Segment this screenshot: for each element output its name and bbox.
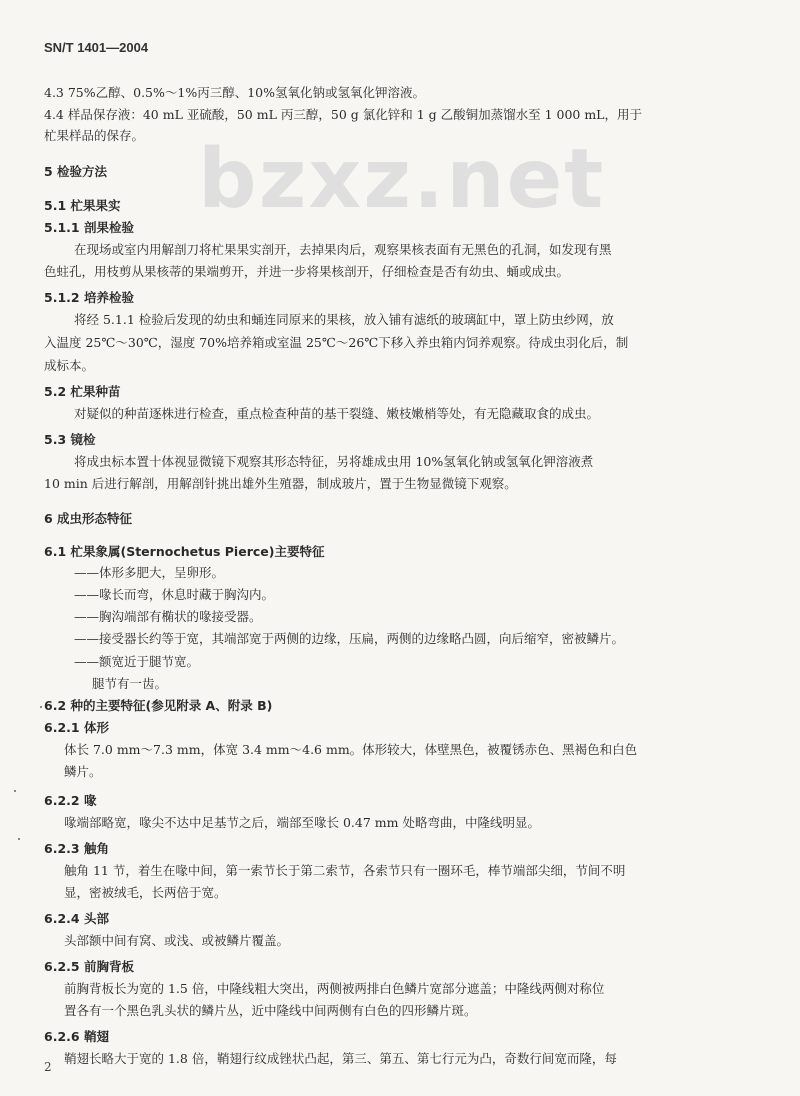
scan-speck bbox=[14, 790, 16, 792]
text-line: 10 min 后进行解剖，用解剖针挑出雄外生殖器，制成玻片，置于生物显微镜下观察。 bbox=[44, 476, 517, 491]
text-line: ——胸沟端部有椭状的喙接受器。 bbox=[74, 609, 262, 624]
text-line: 4.4 样品保存液：40 mL 亚硫酸，50 mL 丙三醇，50 g 氯化锌和 1 g 乙酸铜加蒸馏水至 1 000 mL，用于 bbox=[44, 107, 642, 122]
text-line: 将经 5.1.1 检验后发现的幼虫和蛹连同原来的果核，放入铺有滤纸的玻璃缸中，罩上防虫纱网，放 bbox=[74, 312, 614, 327]
text-line: ——体形多肥大，呈卵形。 bbox=[74, 565, 225, 580]
section-heading: 6.2.5 前胸背板 bbox=[44, 959, 134, 974]
section-heading: 5.2 杧果种苗 bbox=[44, 384, 121, 399]
text-line: 4.3 75%乙醇、0.5%～1%丙三醇、10%氢氧化钠或氢氧化钾溶液。 bbox=[44, 85, 426, 100]
text-line: 鞘翅长略大于宽的 1.8 倍，鞘翅行纹成锉状凸起，第三、第五、第七行元为凸，奇数行间宽而隆，每 bbox=[64, 1051, 617, 1066]
section-heading: 6 成虫形态特征 bbox=[44, 511, 133, 526]
page-number: 2 bbox=[44, 1060, 52, 1074]
section-heading: 6.1 杧果象属(Sternochetus Pierce)主要特征 bbox=[44, 544, 325, 559]
text-line: 在现场或室内用解剖刀将杧果果实剖开，去掉果肉后，观察果核表面有无黑色的孔洞，如发现有黑 bbox=[74, 242, 612, 257]
section-heading: 5 检验方法 bbox=[44, 164, 108, 179]
text-line: 头部额中间有窝、或浅、或被鳞片覆盖。 bbox=[64, 933, 290, 948]
text-line: 腿节有一齿。 bbox=[92, 676, 168, 691]
section-heading: 6.2.1 体形 bbox=[44, 720, 109, 735]
section-heading: 6.2.2 喙 bbox=[44, 793, 97, 808]
text-line: 杧果样品的保存。 bbox=[44, 128, 145, 143]
text-line: 色蛀孔，用枝剪从果核蒂的果端剪开，并进一步将果核剖开，仔细检查是否有幼虫、蛹或成虫。 bbox=[44, 264, 570, 279]
text-line: ——接受器长约等于宽，其端部宽于两侧的边缘，压扁，两侧的边缘略凸圆，向后缩窄，密被鳞片。 bbox=[74, 631, 625, 646]
scan-speck bbox=[40, 706, 42, 708]
text-line: 将成虫标本置十体视显微镜下观察其形态特征，另将雄成虫用 10%氢氧化钠或氢氧化钾溶液煮 bbox=[74, 454, 594, 469]
section-heading: 6.2.3 触角 bbox=[44, 841, 109, 856]
text-line: ——喙长而弯，休息时藏于胸沟内。 bbox=[74, 587, 275, 602]
text-line: 触角 11 节，着生在喙中间，第一索节长于第二索节，各索节只有一圈环毛，棒节端部尖细，节间不明 bbox=[64, 863, 626, 878]
section-heading: 6.2.4 头部 bbox=[44, 911, 109, 926]
text-line: 鳞片。 bbox=[64, 764, 102, 779]
section-heading: 5.1.1 剖果检验 bbox=[44, 220, 134, 235]
section-heading: 5.1 杧果果实 bbox=[44, 198, 121, 213]
section-heading: 6.2 种的主要特征(参见附录 A、附录 B) bbox=[44, 698, 273, 713]
scan-speck bbox=[18, 838, 20, 840]
text-line: ——额宽近于腿节宽。 bbox=[74, 654, 200, 669]
section-heading: 5.3 镜检 bbox=[44, 432, 96, 447]
section-heading: 6.2.6 鞘翅 bbox=[44, 1029, 109, 1044]
text-line: 体长 7.0 mm～7.3 mm，体宽 3.4 mm～4.6 mm。体形较大，体壁黑色，被覆锈赤色、黑褐色和白色 bbox=[64, 742, 638, 757]
text-line: 成标本。 bbox=[44, 358, 95, 373]
text-line: 喙端部略宽，喙尖不达中足基节之后，端部至喙长 0.47 mm 处略弯曲，中隆线明显。 bbox=[64, 815, 540, 830]
section-heading: 5.1.2 培养检验 bbox=[44, 290, 134, 305]
text-line: 对疑似的种苗逐株进行检查，重点检查种苗的基干裂缝、嫩枝嫩梢等处，有无隐藏取食的成虫。 bbox=[74, 406, 600, 421]
page-header: SN/T 1401—2004 bbox=[44, 40, 149, 55]
text-line: 入温度 25℃～30℃，湿度 70%培养箱或室温 25℃～26℃下移入养虫箱内饲养观察。待成虫羽化后，制 bbox=[44, 335, 629, 350]
text-line: 显，密被绒毛，长两倍于宽。 bbox=[64, 885, 227, 900]
text-line: 置各有一个黑色乳头状的鳞片丛，近中隆线中间两侧有白色的四形鳞片斑。 bbox=[64, 1003, 477, 1018]
text-line: 前胸背板长为宽的 1.5 倍，中隆线粗大突出，两侧被两排白色鳞片宽部分遮盖；中隆线两侧对称位 bbox=[64, 981, 605, 996]
watermark: bzxz.net bbox=[198, 132, 606, 227]
